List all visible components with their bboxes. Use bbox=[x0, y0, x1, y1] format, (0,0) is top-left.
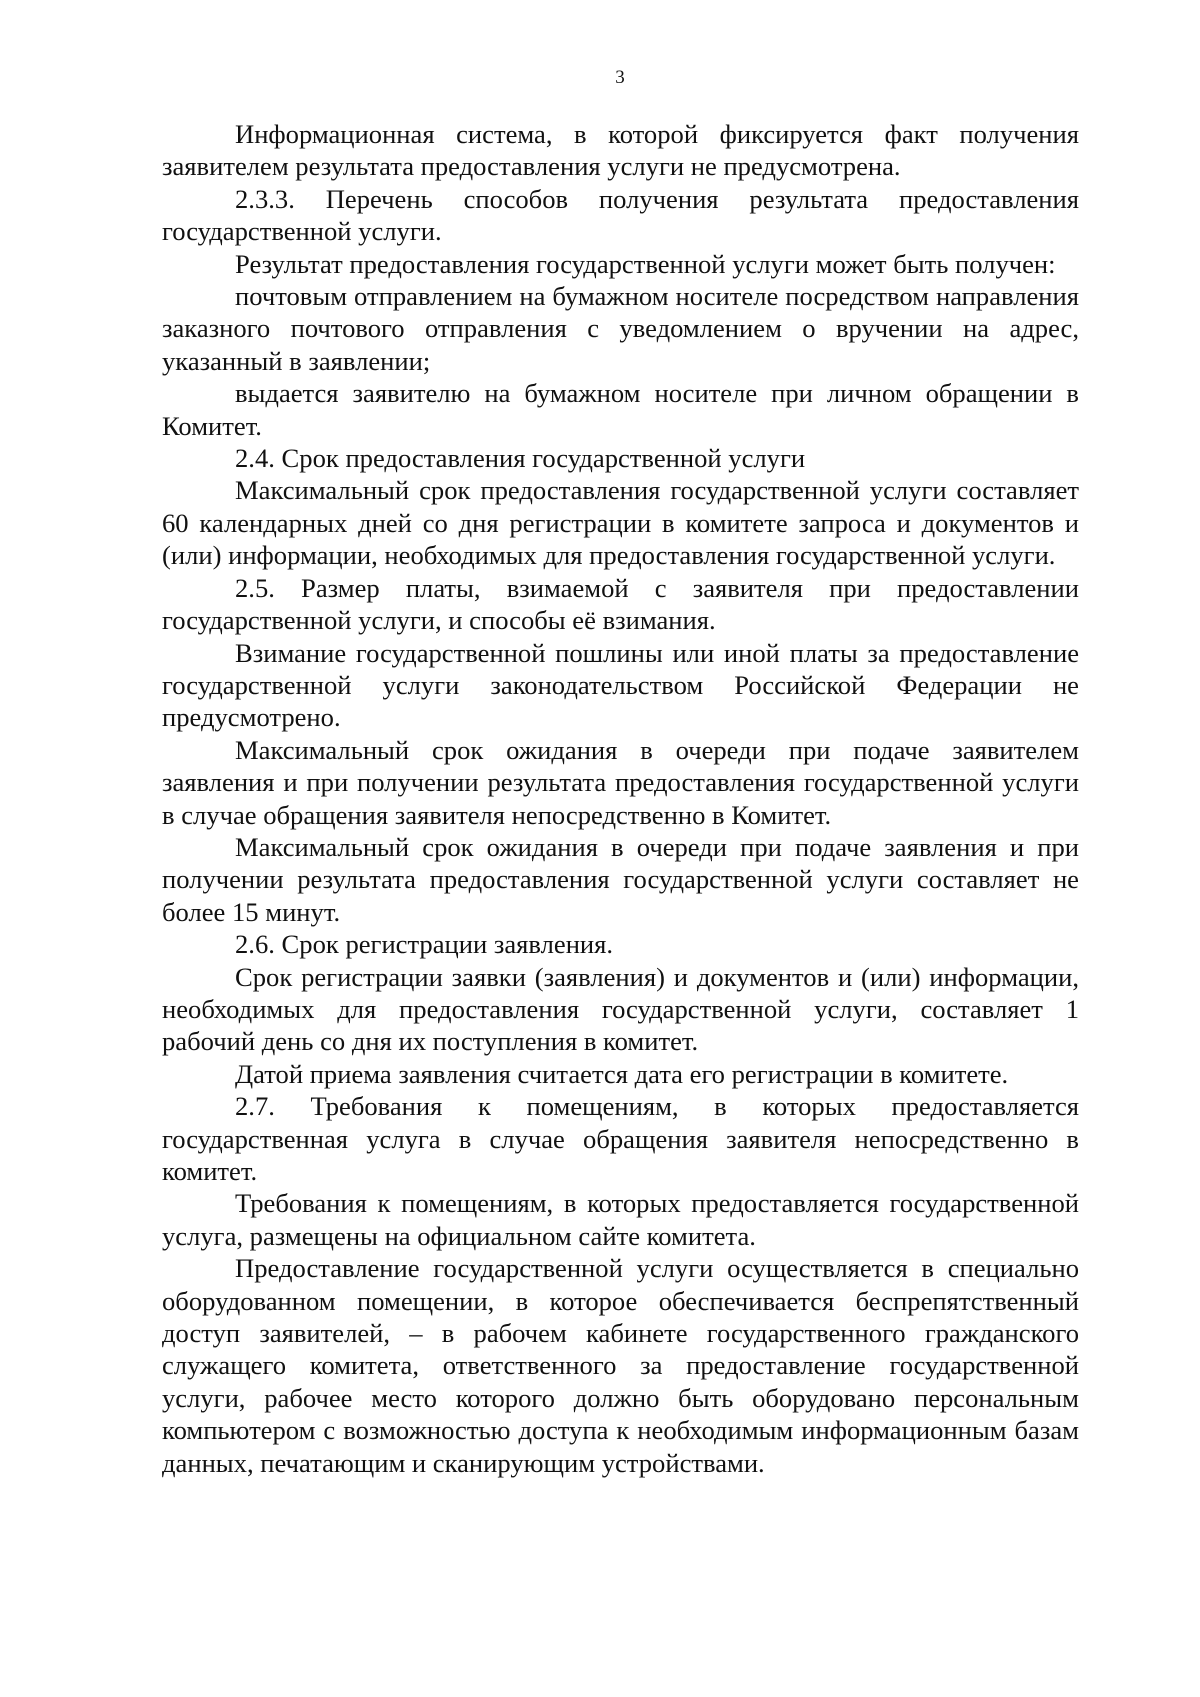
paragraph-fee: Взимание государственной пошлины или иной платы за предоставление государственной услуги законодательством Российской Федерации не предусмотрено. bbox=[162, 637, 1079, 733]
paragraph-2-4-heading: 2.4. Срок предоставления государственной услуги bbox=[235, 443, 806, 474]
paragraph-result-intro: Результат предоставления государственной услуги может быть получен: bbox=[235, 248, 1056, 279]
paragraph-max-term: Максимальный срок предоставления государственной услуги составляет 60 календарных дней со дня регистрации в комитете запроса и документов и (или) информации, необходимых для предоставления государственной услуги. bbox=[162, 475, 1079, 571]
paragraph-queue-wait-2: Максимальный срок ожидания в очереди при подаче заявления и при получении результата предоставления государственной услуги составляет не более 15 минут. bbox=[162, 831, 1079, 927]
paragraph-queue-wait-1: Максимальный срок ожидания в очереди при подаче заявителем заявления и при получении результата предоставления государственной услуги в случае обращения заявителя непосредственно в Комитет. bbox=[162, 734, 1079, 830]
paragraph-2-6-heading: 2.6. Срок регистрации заявления. bbox=[235, 929, 614, 960]
paragraph-personal-delivery: выдается заявителю на бумажном носителе при личном обращении в Комитет. bbox=[162, 378, 1079, 441]
document-body bbox=[162, 118, 1079, 1479]
page-number: 3 bbox=[615, 67, 625, 88]
paragraph-receipt-date: Датой приема заявления считается дата его регистрации в комитете. bbox=[235, 1058, 1009, 1089]
paragraph-premises-equipment: Предоставление государственной услуги осуществляется в специально оборудованном помещении, в которое обеспечивается беспрепятственный доступ заявителей, – в рабочем кабинете государственного гражданского служащего комитета, ответственного за предоставление государственной услуги, рабочее место которого должно быть оборудовано персональным компьютером с возможностью доступа к необходимым информационным базам данных, печатающим и сканирующим устройствами. bbox=[162, 1253, 1079, 1478]
paragraph-2-3-3-heading: 2.3.3. Перечень способов получения результата предоставления государственной услуги. bbox=[162, 183, 1079, 247]
paragraph-registration-term: Срок регистрации заявки (заявления) и документов и (или) информации, необходимых для предоставления государственной услуги, составляет 1 рабочий день со дня их поступления в комитет. bbox=[162, 961, 1079, 1057]
paragraph-premises-requirements: Требования к помещениям, в которых предоставляется государственной услуга, размещены на официальном сайте комитета. bbox=[162, 1188, 1079, 1251]
paragraph-2-7-heading: 2.7. Требования к помещениям, в которых предоставляется государственная услуга в случае обращения заявителя непосредственно в комитет. bbox=[162, 1091, 1079, 1186]
paragraph-info-system: Информационная система, в которой фиксируется факт получения заявителем результата предоставления услуги не предусмотрена. bbox=[162, 119, 1079, 182]
paragraph-2-5-heading: 2.5. Размер платы, взимаемой с заявителя при предоставлении государственной услуги, и способы её взимания. bbox=[162, 572, 1079, 636]
paragraph-postal-delivery: почтовым отправлением на бумажном носителе посредством направления заказного почтового отправления с уведомлением о вручении на адрес, указанный в заявлении; bbox=[162, 281, 1079, 376]
